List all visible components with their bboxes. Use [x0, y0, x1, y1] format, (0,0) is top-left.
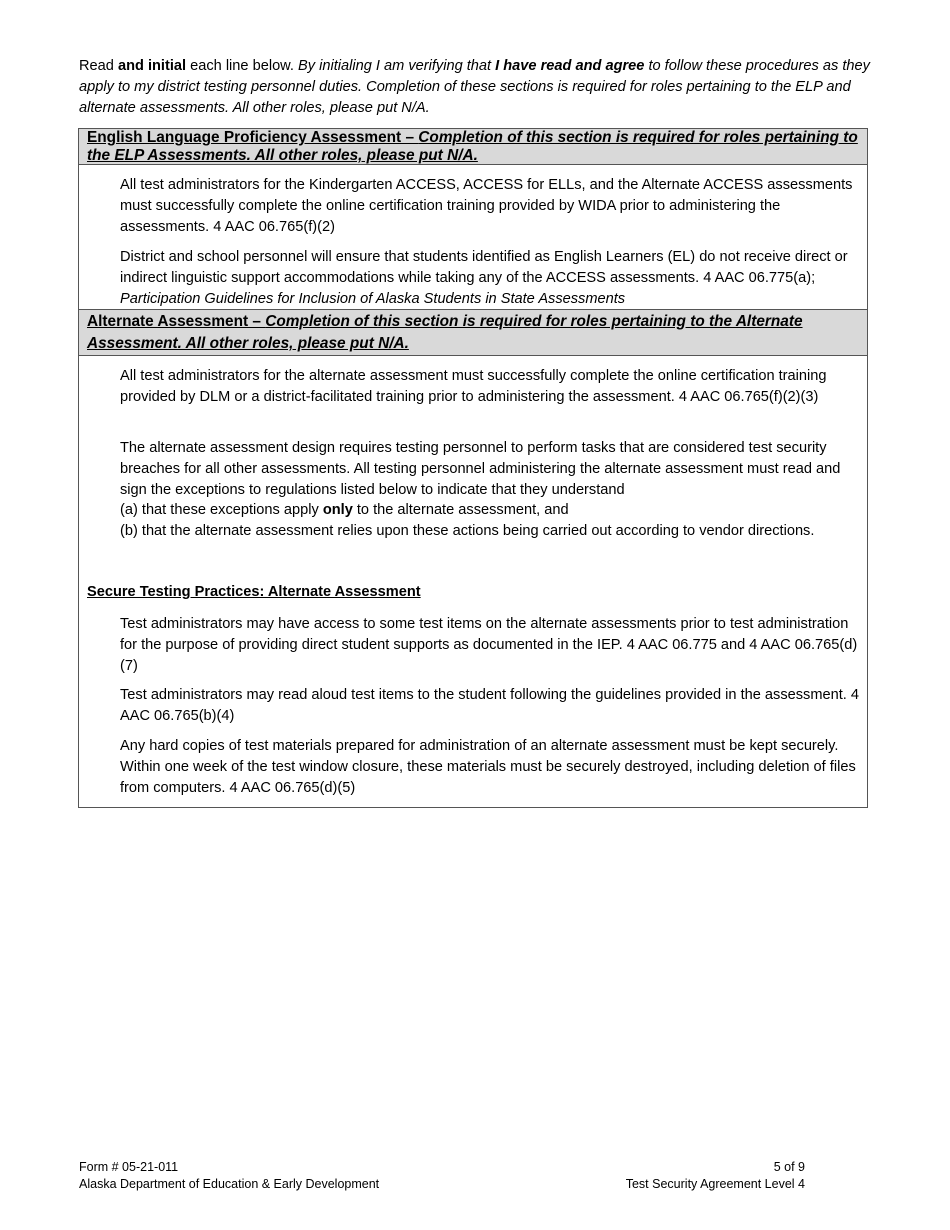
elp-item-1: All test administrators for the Kindergarten ACCESS, ACCESS for ELLs, and the Alternate ACCESS assessments must successfully complete the online certification training provided by WIDA prior to administering the assessments. 4 AAC 06.765(f)(2) [120, 177, 853, 235]
secure-item-2: Test administrators may read aloud test items to the student following the guidelines provided in the assessment. 4 AAC 06.765(b)(4) [120, 687, 860, 724]
elp-item-2: District and school personnel will ensure that students identified as English Learners (EL) do not receive direct or indirect linguistic support accommodations while taking any of the ACCESS assessments. 4 AAC 06.775(a); Participation Guidelines for Inclusion of Alaska Students in State Assessments [120, 249, 848, 307]
alt-section-header: Alternate Assessment – Completion of this section is required for roles pertaining to the Alternate Assessment. All other roles, please put N/A. [79, 309, 867, 356]
intro-paragraph: Read and initial each line below. By initialing I am verifying that I have read and agree to follow these procedures as they apply to my district testing personnel duties. Completion of these sections is required for roles pertaining to the ELP and alternate assessments. All other roles, please put N/A. [79, 58, 870, 116]
secure-practices-heading: Secure Testing Practices: Alternate Assessment [87, 584, 421, 600]
alt-item-1: All test administrators for the alternate assessment must successfully complete the online certification training provided by DLM or a district-facilitated training prior to administering the assessment. 4 AAC 06.765(f)(2)(3) [120, 368, 827, 405]
document-title: Test Security Agreement Level 4 [625, 1177, 805, 1191]
secure-item-3: Any hard copies of test materials prepared for administration of an alternate assessment must be kept securely. Within one week of the test window closure, these materials must be securely destroyed, including deletion of files from computers. 4 AAC 06.765(d)(5) [120, 738, 856, 796]
elp-section-header: English Language Proficiency Assessment – Completion of this section is required for roles pertaining to the ELP Assessments. All other roles, please put N/A. [79, 128, 867, 165]
alt-item-2: The alternate assessment design requires testing personnel to perform tasks that are considered test security breaches for all other assessments. All testing personnel administering the alternate assessment must read and sign the exceptions to regulations listed below to indicate that they understand (a) that these exceptions apply only to the alternate assessment, and (b) that the alternate assessment relies upon these actions being carried out according to vendor directions. [120, 440, 841, 540]
assessment-table [78, 128, 868, 808]
form-number: Form # 05-21-011 [79, 1160, 179, 1174]
department-name: Alaska Department of Education & Early Development [79, 1177, 380, 1191]
footer-left [79, 1159, 379, 1193]
page-number: 5 of 9 [773, 1160, 805, 1174]
footer-right [600, 1159, 805, 1193]
secure-item-1: Test administrators may have access to some test items on the alternate assessments prior to test administration for the purpose of providing direct student supports as documented in the IEP. 4 AAC 06.775 and 4 AAC 06.765(d)(7) [120, 616, 858, 674]
